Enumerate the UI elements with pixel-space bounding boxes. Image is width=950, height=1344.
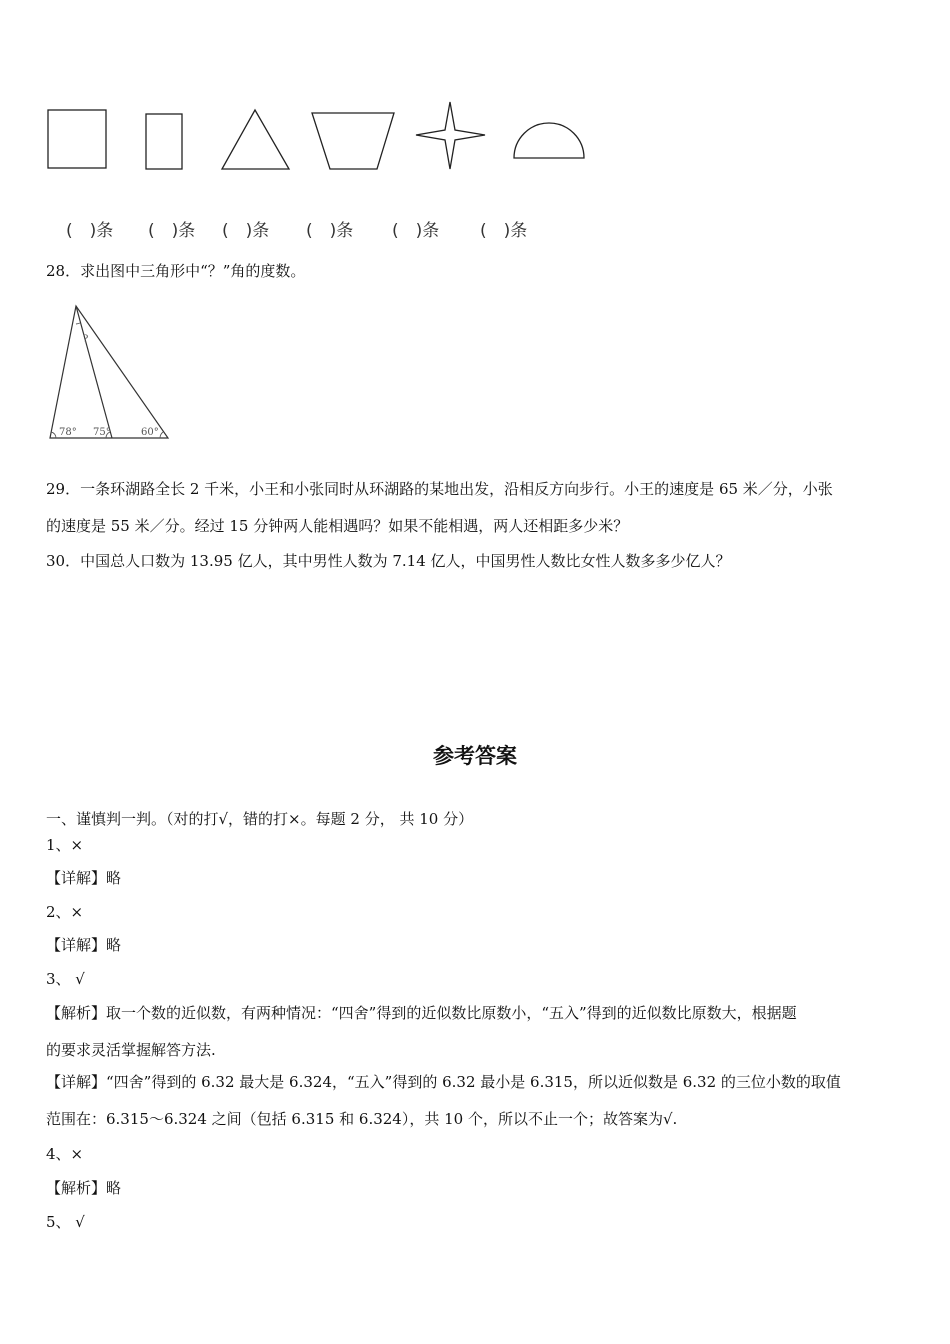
angle-78-label: 78°	[59, 427, 77, 438]
square-shape	[46, 108, 110, 172]
blank-label-4: ( )条	[306, 221, 354, 241]
question-mark-label: ?	[83, 334, 89, 345]
answer-3-detail-line-2: 范围在：6.315～6.324 之间（包括 6.315 和 6.324），共 10 个，所以不止一个；故答案为√.	[46, 1110, 678, 1128]
question-30: 30．中国总人口数为 13.95 亿人，其中男性人数为 7.14 亿人，中国男性人数比女性人数多多少亿人？	[46, 552, 731, 570]
answer-3: 3、 √	[46, 970, 85, 988]
angle-75-label: 75°	[93, 427, 111, 438]
question-29-line-2: 的速度是 55 米／分。经过 15 分钟两人能相遇吗？如果不能相遇，两人还相距多少米？	[46, 517, 629, 535]
four-pointed-star-shape	[414, 100, 488, 172]
answer-4-analysis: 【解析】略	[46, 1179, 122, 1197]
triangle-angle-figure	[44, 302, 174, 444]
blank-label-6: ( )条	[480, 221, 528, 241]
answers-section-1-heading: 一、谨慎判一判。（对的打√，错的打×。每题 2 分， 共 10 分）	[46, 810, 474, 828]
question-29-line-1: 29．一条环湖路全长 2 千米，小王和小张同时从环湖路的某地出发，沿相反方向步行。小王的速度是 65 米／分，小张	[46, 480, 833, 498]
answer-2: 2、×	[46, 903, 84, 921]
blank-label-1: ( )条	[66, 221, 114, 241]
angle-60-label: 60°	[141, 427, 159, 438]
answer-4: 4、×	[46, 1145, 84, 1163]
answers-title: 参考答案	[433, 744, 517, 768]
rectangle-shape	[144, 112, 186, 172]
blank-label-2: ( )条	[148, 221, 196, 241]
answer-3-analysis-line-2: 的要求灵活掌握解答方法.	[46, 1041, 216, 1059]
answer-5: 5、 √	[46, 1213, 85, 1231]
trapezoid-shape	[310, 110, 398, 172]
answer-3-analysis-line-1: 【解析】取一个数的近似数，有两种情况：“四舍”得到的近似数比原数小，“五入”得到的近似数比原数大，根据题	[46, 1004, 797, 1022]
blank-label-5: ( )条	[392, 221, 440, 241]
question-28: 28．求出图中三角形中“？”角的度数。	[46, 262, 306, 280]
answer-1-detail: 【详解】略	[46, 869, 122, 887]
answer-3-detail-line-1: 【详解】“四舍”得到的 6.32 最大是 6.324，“五入”得到的 6.32 最小是 6.315，所以近似数是 6.32 的三位小数的取值	[46, 1073, 841, 1091]
answer-1: 1、×	[46, 836, 84, 854]
answer-2-detail: 【详解】略	[46, 936, 122, 954]
blank-label-3: ( )条	[222, 221, 270, 241]
triangle-shape	[220, 108, 292, 172]
semicircle-shape	[510, 120, 590, 162]
